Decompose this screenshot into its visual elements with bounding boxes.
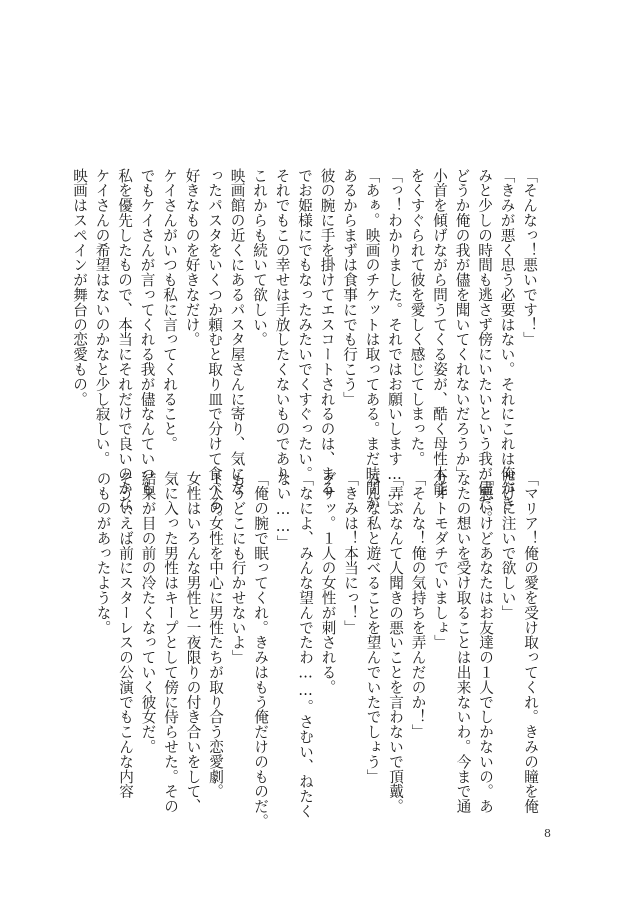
text-line: 好きなものを好きなだけ。: [183, 168, 201, 347]
text-line: あるからまずは食事にでも行こう」: [341, 168, 358, 407]
text-line: 「俺の腕で眠ってくれ。きみはもう俺だけのものだ。: [252, 471, 269, 829]
text-line: 「なによ、みんな望んでたわ……。さむい、ねたく: [297, 471, 314, 819]
text-line: 「きみが悪く思う必要はない。それにこれは俺がき: [498, 168, 516, 511]
text-line: 「っ！わかりました。それではお願いします……」: [386, 168, 403, 516]
upper-text-block: [68, 168, 541, 526]
text-line: ない……」: [274, 471, 292, 551]
text-line: もうどこにも行かせないよ」: [229, 471, 247, 665]
text-line: をくすぐられて彼を愛しく感じてしまった。: [408, 168, 426, 466]
text-line: 映画はスペインが舞台の恋愛もの。: [71, 168, 88, 407]
text-line: 「悪いけどあなたはお友達の１人でしかないの。あ: [477, 471, 494, 814]
text-line: 女性はいろんな男性と一夜限りの付き合いをして、: [184, 471, 202, 814]
text-line: ケイさんがいつも私に言ってくれること。: [161, 168, 178, 452]
text-line: そういえば前にスターレスの公演でもこんな内容: [117, 471, 134, 799]
text-line: 気に入った男性はキープとして傍に侍らせた。その: [162, 471, 179, 814]
lower-text-block: [91, 471, 541, 829]
text-line: 「あぁ。映画のチケットは取ってある。まだ時間が: [363, 168, 381, 511]
text-line: みと少しの時間も逃さず傍にいたいという我が儘だ。: [476, 168, 493, 526]
text-line: 彼の腕に手を掛けてエスコートされるのは、まる: [318, 168, 336, 496]
text-line: でお姫様にでもなったみたいでくすぐったい。: [296, 168, 313, 481]
text-line: どうか俺の我が儘を聞いてくれないだろうか」: [453, 168, 471, 481]
text-line: 小首を傾げながら問うてくる姿が、酷く母性本能: [431, 168, 448, 496]
text-line: それでもこの幸せは手放したくないものであり、: [273, 168, 291, 496]
text-line: なたの想いを受け取ることは出来ないわ。今まで通: [454, 471, 472, 814]
text-line: 「そんな！俺の気持ちを弄んだのか！」: [409, 471, 427, 740]
text-line: でもケイさんが言ってくれる我が儘なんていつも: [138, 168, 156, 496]
text-line: 「きみは！本当にっ！」: [342, 471, 359, 635]
text-line: 「そんなっ！悪いです！」: [521, 168, 538, 347]
text-line: みんな私と遊べることを望んでいたでしょう」: [364, 471, 382, 784]
text-line: だけに注いで欲しい」: [499, 471, 517, 620]
text-line: １人の女性を中心に男性たちが取り合う恋愛劇。: [207, 471, 224, 799]
text-line: のものがあったような。: [94, 471, 112, 635]
text-line: ケイさんの希望はないのかなと少し寂しい。: [93, 168, 111, 466]
text-line: りオトモダチでいましょ」: [432, 471, 449, 650]
text-line: 結果が目の前の冷たくなっていく彼女だ。: [139, 471, 157, 755]
page-number: 8: [544, 827, 551, 840]
text-line: ったパスタをいくつか頼むと取り皿で分けて食べる。: [206, 168, 223, 526]
text-line: 映画館の近くにあるパスタ屋さんに寄り、気にな: [228, 168, 246, 496]
text-line: グサッ。１人の女性が刺される。: [319, 471, 337, 695]
text-line: 私を優先したもので、本当にそれだけで良いのかな、: [116, 168, 133, 526]
text-line: 「マリア！俺の愛を受け取ってくれ。きみの瞳を俺: [522, 471, 539, 814]
text-line: これからも続いて欲しい。: [251, 168, 268, 347]
text-line: 「弄ぶなんて人聞きの悪いことを言わないで頂戴。: [387, 471, 404, 814]
